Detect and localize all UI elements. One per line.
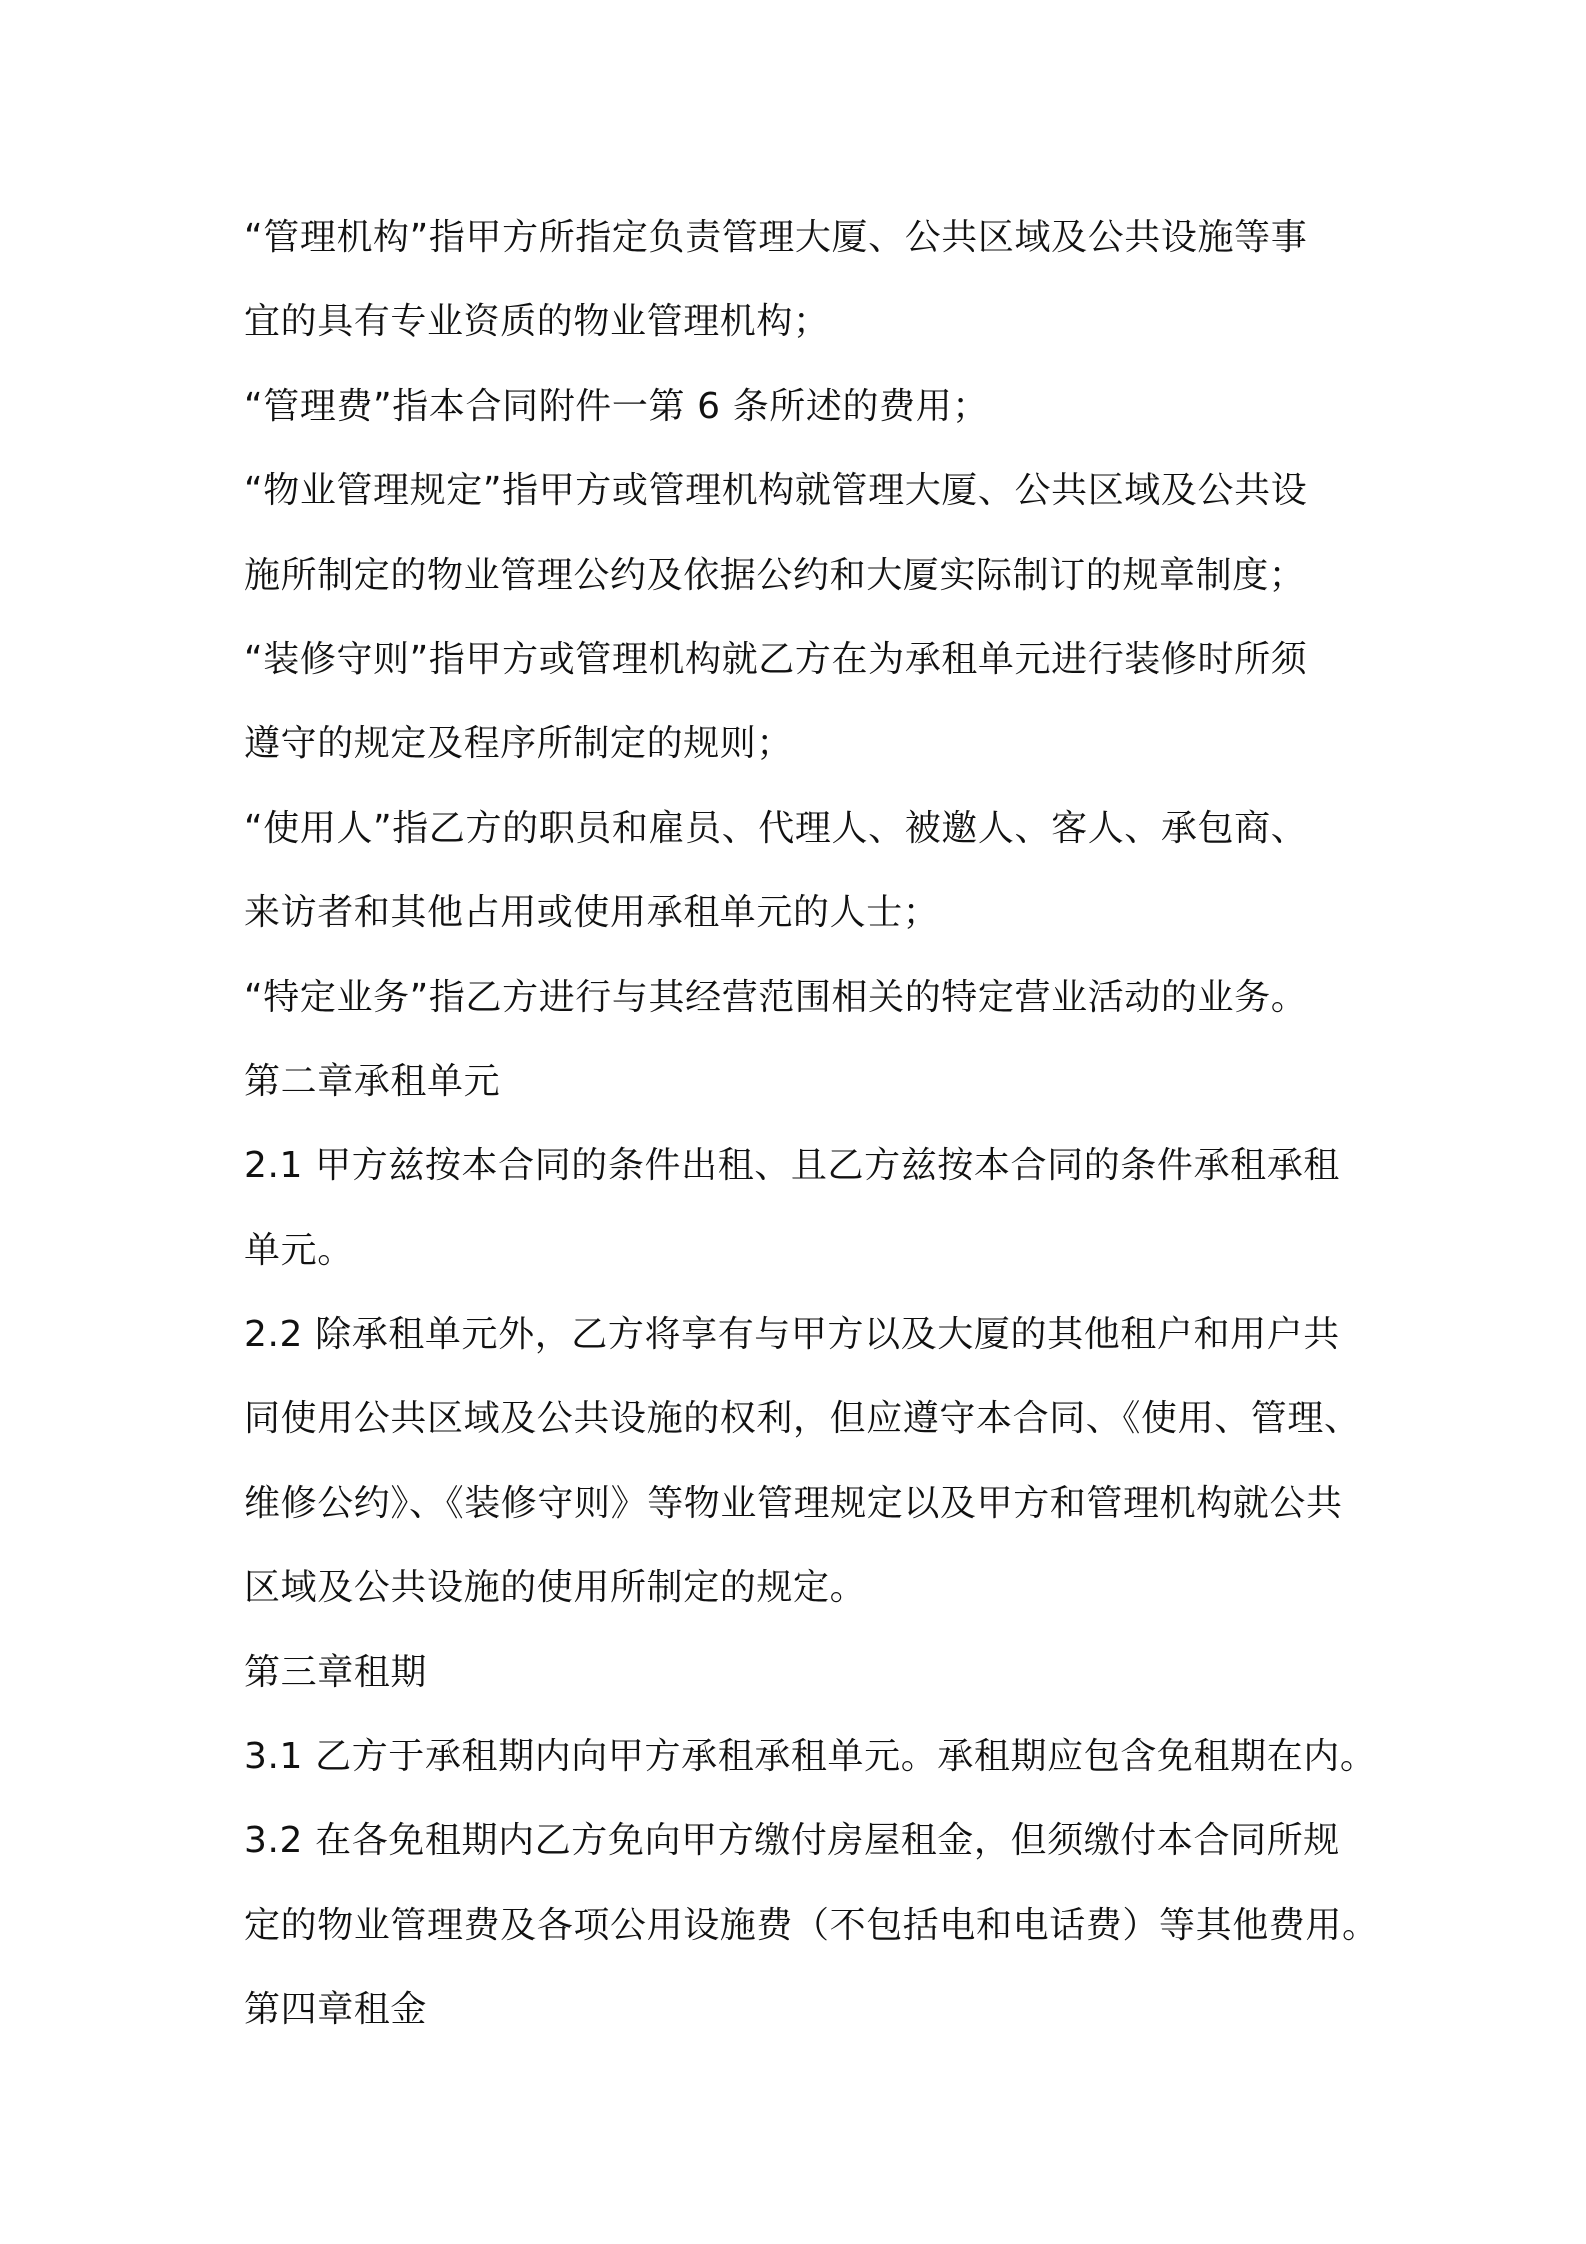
text-line: “物业管理规定”指甲方或管理机构就管理大厦、公共区域及公共设	[244, 470, 1308, 512]
text-line: “装修守则”指甲方或管理机构就乙方在为承租单元进行装修时所须	[244, 638, 1308, 680]
text-line: 施所制定的物业管理公约及依据公约和大厦实际制订的规章制度；	[244, 554, 1306, 596]
text-line: 宜的具有专业资质的物业管理机构；	[244, 301, 830, 343]
clause-text: 区域及公共设施的使用所制定的规定。	[244, 1567, 867, 1609]
text-line: 来访者和其他占用或使用承租单元的人士；	[244, 892, 940, 934]
text-line: “管理机构”指甲方所指定负责管理大厦、公共区域及公共设施等事	[244, 217, 1308, 258]
clause-text: 2.2 除承租单元外，乙方将享有与甲方以及大厦的其他租户和用户共	[244, 1314, 1340, 1356]
text-line: 遵守的规定及程序所制定的规则；	[244, 723, 794, 765]
chapter-heading: 第二章承租单元	[244, 1060, 501, 1102]
clause-text: 2.1 甲方兹按本合同的条件出租、且乙方兹按本合同的条件承租承租	[244, 1145, 1340, 1187]
clause-text: 定的物业管理费及各项公用设施费（不包括电和电话费）等其他费用。	[244, 1904, 1379, 1946]
text-line: “特定业务”指乙方进行与其经营范围相关的特定营业活动的业务。	[244, 976, 1308, 1018]
chapter-heading: 第四章租金	[244, 1989, 428, 2031]
clause-text: 3.2 在各免租期内乙方免向甲方缴付房屋租金，但须缴付本合同所规	[244, 1820, 1340, 1862]
clause-text: 单元。	[244, 1229, 354, 1271]
clause-text: 维修公约》、《装修守则》等物业管理规定以及甲方和管理机构就公共	[244, 1482, 1343, 1524]
clause-text: 同使用公共区域及公共设施的权利，但应遵守本合同、《使用、管理、	[244, 1398, 1361, 1440]
clause-text: 3.1 乙方于承租期内向甲方承租承租单元。承租期应包含免租期在内。	[244, 1736, 1377, 1778]
chapter-heading: 第三章租期	[244, 1651, 428, 1693]
document-body	[244, 196, 1379, 2053]
text-line: “管理费”指本合同附件一第 6 条所述的费用；	[244, 385, 989, 427]
text-line: “使用人”指乙方的职员和雇员、代理人、被邀人、客人、承包商、	[244, 807, 1308, 849]
